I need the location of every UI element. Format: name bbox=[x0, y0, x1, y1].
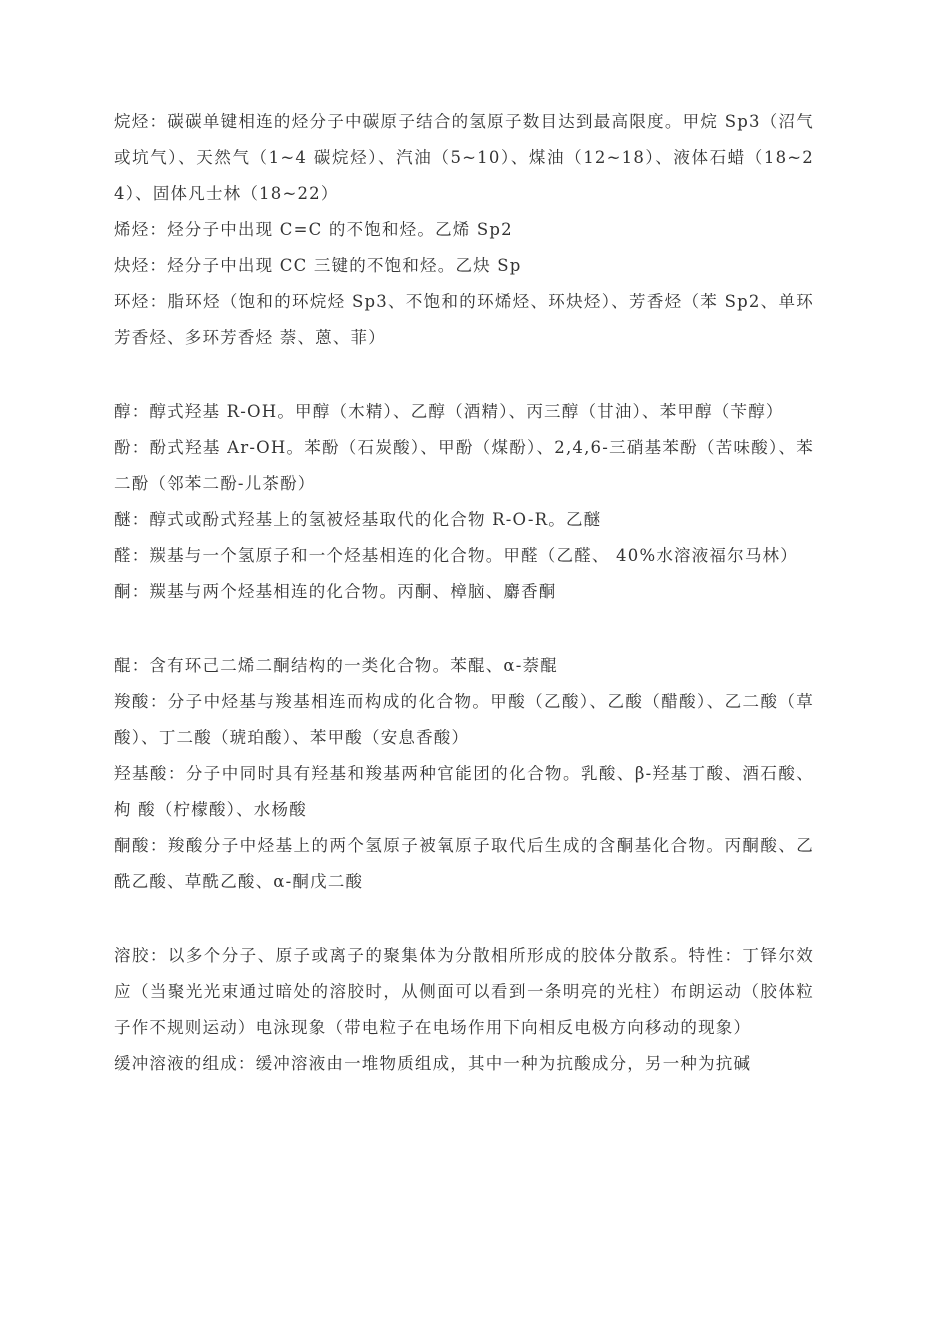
paragraph-alcohol: 醇：醇式羟基 R-OH。甲醇（木精）、乙醇（酒精）、丙三醇（甘油）、苯甲醇（苄醇） bbox=[114, 402, 784, 421]
paragraph-hydroxy-acid: 羟基酸：分子中同时具有羟基和羧基两种官能团的化合物。乳酸、β-羟基丁酸、酒石酸、枸 酸（柠檬酸）、水杨酸 bbox=[114, 764, 814, 819]
section-oxygen-compounds bbox=[114, 394, 814, 610]
paragraph-aldehyde: 醛：羰基与一个氢原子和一个烃基相连的化合物。甲醛（乙醛、 40%水溶液福尔马林） bbox=[114, 546, 798, 565]
section-acids bbox=[114, 648, 814, 900]
paragraph-carboxylic-acid: 羧酸：分子中烃基与羧基相连而构成的化合物。甲酸（乙酸）、乙酸（醋酸）、乙二酸（草酸）、丁二酸（琥珀酸）、苯甲酸（安息香酸） bbox=[114, 692, 814, 747]
paragraph-cyclic-hydrocarbon: 环烃：脂环烃（饱和的环烷烃 Sp3、不饱和的环烯烃、环炔烃）、芳香烃（苯 Sp2、单环芳香烃、多环芳香烃 萘、蒽、菲） bbox=[114, 292, 814, 347]
paragraph-quinone: 醌：含有环己二烯二酮结构的一类化合物。苯醌、α-萘醌 bbox=[114, 656, 558, 675]
paragraph-ketone: 酮：羰基与两个烃基相连的化合物。丙酮、樟脑、麝香酮 bbox=[114, 582, 557, 601]
section-spacer bbox=[114, 610, 814, 648]
paragraph-buffer-solution: 缓冲溶液的组成：缓冲溶液由一堆物质组成，其中一种为抗酸成分，另一种为抗碱 bbox=[114, 1054, 752, 1073]
paragraph-sol: 溶胶：以多个分子、原子或离子的聚集体为分散相所形成的胶体分散系。特性：丁铎尔效应（当聚光光束通过暗处的溶胶时，从侧面可以看到一条明亮的光柱）布朗运动（胶体粒子作不规则运动）电泳现象（带电粒子在电场作用下向相反电极方向移动的现象） bbox=[114, 946, 814, 1037]
paragraph-ether: 醚：醇式或酚式羟基上的氢被烃基取代的化合物 R-O-R。乙醚 bbox=[114, 510, 602, 529]
document-body bbox=[114, 104, 814, 1082]
paragraph-alkane: 烷烃：碳碳单键相连的烃分子中碳原子结合的氢原子数目达到最高限度。甲烷 Sp3（沼气或坑气）、天然气（1~4 碳烷烃）、汽油（5~10）、煤油（12~18）、液体石蜡（18~24）、固体凡士林（18~22） bbox=[114, 112, 814, 203]
paragraph-keto-acid: 酮酸：羧酸分子中烃基上的两个氢原子被氧原子取代后生成的含酮基化合物。丙酮酸、乙酰乙酸、草酰乙酸、α-酮戊二酸 bbox=[114, 836, 814, 891]
section-hydrocarbons bbox=[114, 104, 814, 356]
section-spacer bbox=[114, 356, 814, 394]
paragraph-phenol: 酚：酚式羟基 Ar-OH。苯酚（石炭酸）、甲酚（煤酚）、2,4,6-三硝基苯酚（苦味酸）、苯二酚（邻苯二酚-儿茶酚） bbox=[114, 438, 814, 493]
paragraph-alkene: 烯烃：烃分子中出现 C=C 的不饱和烃。乙烯 Sp2 bbox=[114, 220, 513, 239]
section-colloids bbox=[114, 938, 814, 1082]
paragraph-alkyne: 炔烃：烃分子中出现 CC 三键的不饱和烃。乙炔 Sp bbox=[114, 256, 522, 275]
section-spacer bbox=[114, 900, 814, 938]
